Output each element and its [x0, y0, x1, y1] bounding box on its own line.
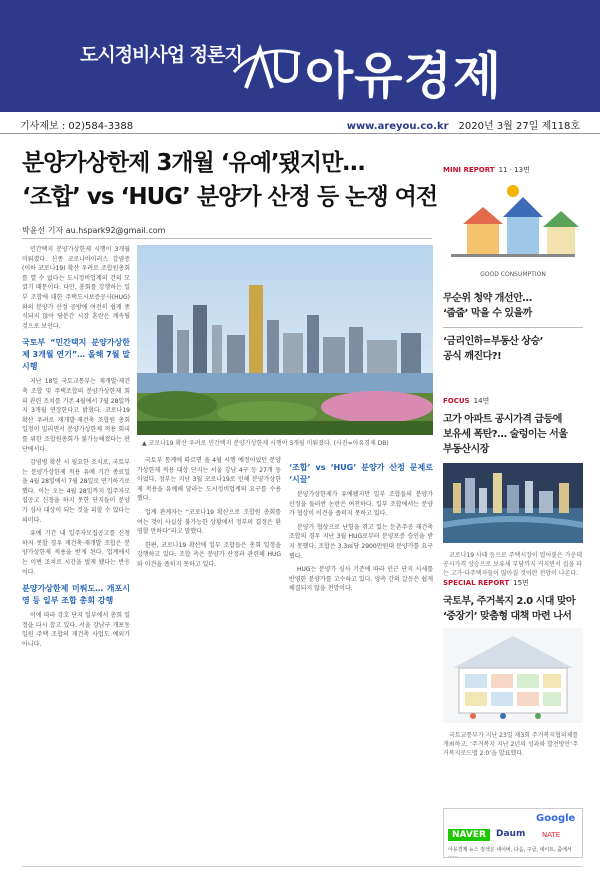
- subheading: 분양가상한제 미뤄도… 개포시영 등 일부 조합 총회 강행: [22, 584, 130, 606]
- paragraph: 감염병 확산 시 필요한 조치로, 국토부는 분양가상한제 적용 유예 기간 종료일을 4월 28일에서 7월 28일로 연기하기로 했다. 이는 오는 4월 28일까지 입주자모집공고 신청을 하지 못한 단지들이 분양가 심사 대상이 되는 것을 피할 수 있다는 의미다.: [22, 459, 130, 524]
- section-pages: 15면: [513, 579, 529, 587]
- headline-text: ‘줍줍’ 막을 수 있을까: [443, 308, 532, 319]
- subheading: ‘조합’ vs ‘HUG’ 분양가 산정 문제로 ‘시끌’: [289, 463, 433, 484]
- mini-headline-1: [443, 291, 583, 321]
- google-logo: Google: [536, 813, 576, 824]
- main-headline: [22, 146, 462, 214]
- issue-date: 2020년 3월 27일 제118호: [458, 121, 580, 132]
- section-kind: FOCUS: [443, 397, 470, 405]
- headline-line-2: ‘조합’ vs ‘HUG’ 분양가 산정 등 논쟁 여전: [22, 184, 438, 210]
- photo-caption: ▲ 코로나19 확산 우려로 민간택지 분양가상한제 시행이 3개월 미뤄졌다. (사진=아유경제 DB): [142, 440, 389, 447]
- naver-logo: NAVER: [448, 829, 490, 841]
- masthead-title: 아유경제: [305, 47, 503, 105]
- divider: [22, 866, 582, 867]
- portal-banner[interactable]: [443, 808, 583, 858]
- byline: 박윤선 기자 au.hspark92@gmail.com: [22, 226, 166, 235]
- daum-logo: Daum: [496, 829, 526, 839]
- section-kind: MINI REPORT: [443, 166, 495, 174]
- divider: [22, 238, 432, 239]
- masthead-subtitle: 도시정비사업 정론지: [80, 44, 242, 66]
- divider: [443, 327, 583, 328]
- mini-report-section: [443, 165, 583, 364]
- paragraph: 민간택지 분양가상한제 시행이 3개월 미뤄졌다. 신종 코로나바이러스 감염증(이하 코로나19) 확산 우려로 조합원총회를 열 수 없다는 도시정비업계의 건의 모였기 때문이다. 다만, 총회를 강행하는 일부 조합에 대한 주택도시보증공사(HUG)와의 분양가 산정 공방에 여전히 쉽게 종식되지 않아 당분간 시장 혼란은 계속될 것으로 보인다.: [22, 246, 130, 330]
- subheading: 국토부 “민간택지 분양가상한제 3개월 연기”… 올해 7월 말 시행: [22, 338, 130, 372]
- section-kind: SPECIAL REPORT: [443, 579, 510, 587]
- site-url[interactable]: www.areyou.co.kr: [346, 121, 449, 132]
- masthead: [0, 0, 600, 112]
- info-bar: [0, 112, 600, 134]
- article-column-1: [22, 245, 130, 805]
- section-pages: 14면: [473, 397, 490, 405]
- mini-headline-2: [443, 334, 583, 364]
- headline-text: 국토부, 주거복지 2.0 시대 맞아: [443, 596, 576, 607]
- image-label: GOOD CONSUMPTION: [480, 271, 546, 278]
- focus-section: [443, 396, 583, 578]
- headline-text: 부동산시장: [443, 444, 489, 455]
- focus-summary: 코로나19 사태 등으로 주택시장이 얼어붙은 가운데 공시가격 상승으로 보유세 부담까지 커지면서 집을 파는 고가·다주택자들이 많아질 것이란 전망이 나온다.: [443, 552, 583, 577]
- focus-tag: [443, 396, 583, 406]
- focus-headline: [443, 412, 583, 457]
- headline-text: 공식 깨진다?!: [443, 351, 502, 362]
- paragraph: 유예 기간 내 입주자모집공고를 신청하지 못할 경우 재건축·재개발 조합은 분양가상한제 적용을 받게 된다. 업계에서는 이번 조치로 시간을 벌게 됐다는 반응이다.: [22, 530, 130, 576]
- paragraph: HUG는 분양가 심사 기준에 따라 인근 단지 시세를 반영한 분양가를 고수하고 있다. 양측 간의 갈등은 쉽게 해결되지 않을 전망이다.: [289, 566, 433, 593]
- headline-text: 무순위 청약 개선안…: [443, 293, 532, 304]
- issue-info: [347, 117, 580, 132]
- special-summary: 국토교통부가 지난 23일 제3회 주거복지협의체를 개최하고, ‘주거복지 지난 2년의 성과와 발전방안’주거복지로드맵 2.0’을 발표했다.: [443, 732, 579, 757]
- paragraph: 이에 따라 강호 단지 일부에서 총회 일정을 다시 잡고 있다. 서울 강남구 개포동 일원 주택 조합의 재건축 사업도 예외가 아니다.: [22, 612, 130, 648]
- article-column-3: [289, 456, 433, 856]
- houses-illustration: [443, 179, 583, 274]
- headline-text: 고가 아파트 공시가격 급등에: [443, 414, 562, 425]
- headline-text: 보유세 폭탄?… 술렁이는 서울: [443, 429, 568, 440]
- logo-mark-icon: [232, 42, 302, 92]
- section-pages: 11 · 13면: [498, 166, 530, 174]
- special-report-tag: [443, 578, 583, 588]
- housing-illustration: [443, 628, 583, 723]
- headline-line-1: 분양가상한제 3개월 ‘유예’됐지만…: [22, 150, 365, 176]
- special-headline: [443, 594, 583, 624]
- nate-logo: NATE: [542, 831, 561, 839]
- special-report-section: [443, 578, 583, 758]
- city-skyline-image: [137, 245, 433, 435]
- article-photo: [137, 245, 433, 435]
- article-column-2: [137, 456, 281, 856]
- mini-report-tag: [443, 165, 583, 175]
- paragraph: 국토부 통계에 따르면 올 4월 시행 예정이었던 분양가상한제 적용 대상 단지는 서울 강남 4구 등 27개 동이었다. 정부는 지난 3월 코로나19로 인해 분양가상한제 적용을 유예해 달라는 도시정비업계의 요구를 수용했다.: [137, 457, 281, 503]
- paragraph: 분양가상한제가 유예됐지만 일부 조합들의 분양가 산정을 둘러싼 논란은 여전하다. 일부 조합에서는 분양가 협상이 이견을 좁히지 못하고 있다.: [289, 491, 433, 518]
- paragraph: 업계 관계자는 “코로나19 확산으로 조합원 총회를 여는 것이 사실상 불가능한 상황에서 정부의 결정은 환영할 만하다”라고 말했다.: [137, 508, 281, 536]
- city-aerial-image: [443, 463, 583, 543]
- paragraph: 분양가 협상으로 난항을 겪고 있는 둔촌주공 재건축 조합의 경우 지난 3월 HUG로부터 분양보증 승인을 받지 못했다. 조합은 3.3㎡당 2900만원대 분양가를 요구했다.: [289, 523, 433, 560]
- contact-phone: 기사제보 : 02)584-3388: [20, 121, 134, 132]
- paragraph: 한편, 코로나19 확산에 일부 조합들은 총회 일정을 강행하고 있다. 조합 측은 분양가 산정과 관련해 HUG와 이견을 좁히지 못하고 있다.: [137, 541, 281, 568]
- headline-text: ‘금리인하=부동산 상승’: [443, 336, 543, 347]
- portal-note: 아유경제 뉴스 검색은 네이버, 다음, 구글, 네이트, 줌에서 ……: [448, 847, 572, 859]
- headline-text: ‘중장기’ 맞춤형 대책 마련 나서: [443, 611, 572, 622]
- paragraph: 지난 18일 국토교통부는 재개발·재건축 조합 및 주택조합의 분양가상한제 회피 관련 조치를 기존 4월에서 7월 28일까지 3개월 연장한다고 밝혔다. 코로나19 확산 우려로 재개발·재건축 조합원 총회 일정이 밀리면서 분양가상한제 적용 회피를 위한 조합원총회가 불가능해졌다는 판단에서다.: [22, 378, 130, 453]
